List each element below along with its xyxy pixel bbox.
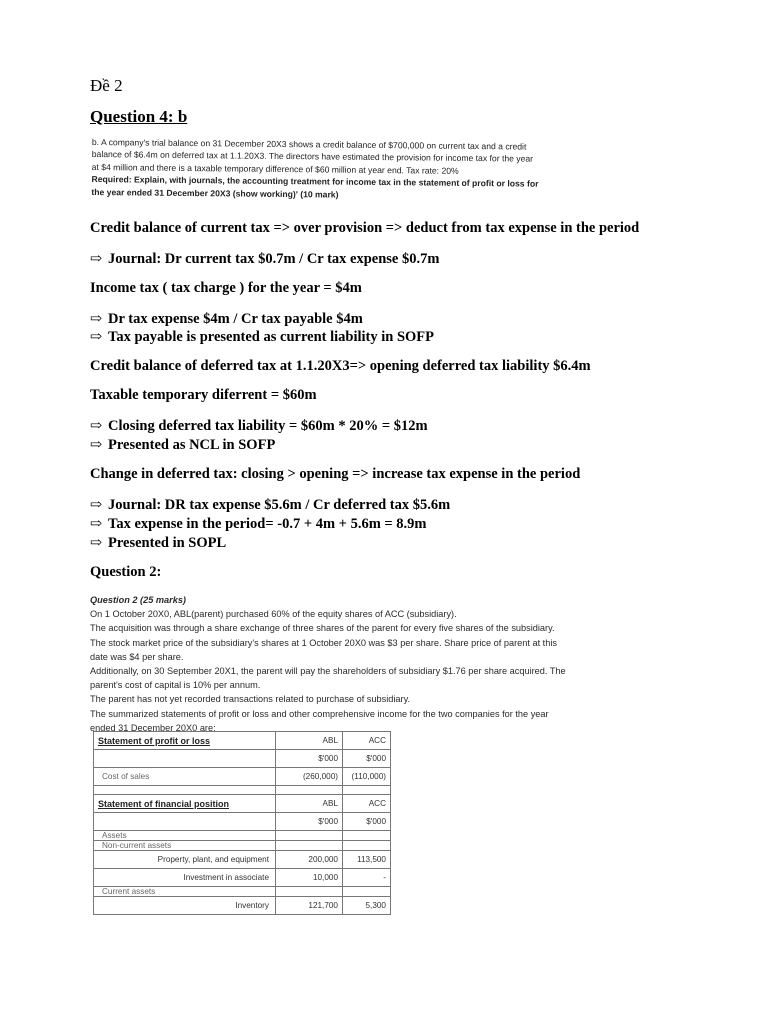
row-label: Inventory (94, 897, 276, 915)
answer-line: ⇨ Closing deferred tax liability = $60m * 20% = $12m (90, 418, 428, 434)
scan-line: Question 2 (25 marks) (90, 595, 186, 605)
scan-line: Required: Explain, with journals, the accounting treatment for income tax in the statement of profit or loss for (91, 174, 539, 189)
answer-line: ⇨ Presented as NCL in SOFP (90, 437, 276, 453)
answer-line: ⇨ Tax payable is presented as current liability in SOFP (90, 329, 435, 345)
question-4-title: Question 4: b (90, 107, 188, 126)
answer-line: Income tax ( tax charge ) for the year = $4m (90, 280, 362, 296)
sopl-title: Statement of profit or loss (94, 732, 276, 750)
col-header-acc: ACC (343, 795, 391, 813)
scan-line: date was $4 per share. (90, 651, 184, 662)
row-label: Current assets (94, 887, 276, 897)
col-header-abl: ABL (276, 732, 343, 750)
col-header-acc: ACC (343, 732, 391, 750)
cell-value: (110,000) (343, 768, 391, 786)
answer-line: ⇨ Tax expense in the period= -0.7 + 4m + 5.6m = 8.9m (90, 516, 427, 532)
row-label: Investment in associate (94, 869, 276, 887)
arrow-icon: ⇨ (90, 516, 103, 532)
table-row (94, 831, 391, 841)
table-row (94, 813, 391, 831)
question-4-scanned-text (91, 136, 537, 203)
table-row (94, 897, 391, 915)
answer-line: Taxable temporary diferrent = $60m (90, 387, 317, 403)
scan-line: ended 31 December 20X0 are: (90, 722, 216, 733)
cell-value: 10,000 (276, 869, 343, 887)
arrow-icon: ⇨ (90, 311, 103, 327)
answer-line: ⇨ Dr tax expense $4m / Cr tax payable $4m (90, 311, 363, 327)
table-row (94, 851, 391, 869)
answer-line: Change in deferred tax: closing > opening => increase tax expense in the period (90, 466, 581, 482)
scan-line: The parent has not yet recorded transactions related to purchase of subsidiary. (90, 694, 411, 705)
cell-value: 121,700 (276, 897, 343, 915)
scan-line: balance of $6.4m on deferred tax at 1.1.20X3. The directors have estimated the provision for income tax for the year (91, 149, 534, 165)
cell-value: 113,500 (343, 851, 391, 869)
answer-line: ⇨ Journal: Dr current tax $0.7m / Cr tax expense $0.7m (90, 251, 440, 267)
table-row (94, 786, 391, 795)
unit-label: $'000 (343, 813, 391, 831)
unit-label: $'000 (276, 750, 343, 768)
row-label: Cost of sales (94, 768, 276, 786)
scan-line: On 1 October 20X0, ABL(parent) purchased 60% of the equity shares of ACC (subsidiary). (90, 609, 457, 620)
table-row (94, 869, 391, 887)
table-row (94, 768, 391, 786)
scan-line: b. A company's trial balance on 31 December 20X3 shows a credit balance of $700,000 on current tax and a credit (91, 136, 527, 152)
col-header-abl: ABL (276, 795, 343, 813)
arrow-icon: ⇨ (90, 329, 103, 345)
scan-line: parent's cost of capital is 10% per annum. (90, 680, 261, 691)
table-row (94, 841, 391, 851)
cell-value: 200,000 (276, 851, 343, 869)
financial-statements-table (93, 731, 391, 915)
table-row (94, 795, 391, 813)
scan-line: The summarized statements of profit or loss and other comprehensive income for the two companies for the year (90, 708, 549, 719)
scan-line: Additionally, on 30 September 20X1, the parent will pay the shareholders of subsidiary $1.76 per share acquired. The (90, 666, 566, 677)
question-2-title: Question 2: (90, 564, 162, 580)
row-label: Property, plant, and equipment (94, 851, 276, 869)
table-row (94, 750, 391, 768)
scan-line: at $4 million and there is a taxable temporary difference of $60 million at year end. Tax rate: 20% (91, 161, 459, 176)
scan-line: The acquisition was through a share exchange of three shares of the parent for every five shares of the subsidiary. (90, 623, 555, 634)
answer-line: Credit balance of deferred tax at 1.1.20X3=> opening deferred tax liability $6.4m (90, 358, 591, 374)
question-2-scanned-text (90, 593, 566, 735)
sofp-title: Statement of financial position (94, 795, 276, 813)
arrow-icon: ⇨ (90, 418, 103, 434)
table-row (94, 887, 391, 897)
scan-line: the year ended 31 December 20X3 (show working)' (10 mark) (91, 186, 339, 200)
arrow-icon: ⇨ (90, 251, 103, 267)
answer-line: ⇨ Journal: DR tax expense $5.6m / Cr deferred tax $5.6m (90, 497, 451, 513)
arrow-icon: ⇨ (90, 437, 103, 453)
cell-value: 5,300 (343, 897, 391, 915)
answer-line: ⇨ Presented in SOPL (90, 535, 227, 551)
arrow-icon: ⇨ (90, 497, 103, 513)
unit-label: $'000 (343, 750, 391, 768)
cell-value: (260,000) (276, 768, 343, 786)
answer-line: Credit balance of current tax => over provision => deduct from tax expense in the period (90, 220, 640, 236)
row-label: Assets (94, 831, 276, 841)
exam-code: Đề 2 (90, 76, 123, 95)
arrow-icon: ⇨ (90, 535, 103, 551)
cell-value: - (343, 869, 391, 887)
scan-line: The stock market price of the subsidiary's shares at 1 October 20X0 was $3 per share. Share price of parent at this (90, 637, 557, 648)
unit-label: $'000 (276, 813, 343, 831)
row-label: Non-current assets (94, 841, 276, 851)
table-row (94, 732, 391, 750)
